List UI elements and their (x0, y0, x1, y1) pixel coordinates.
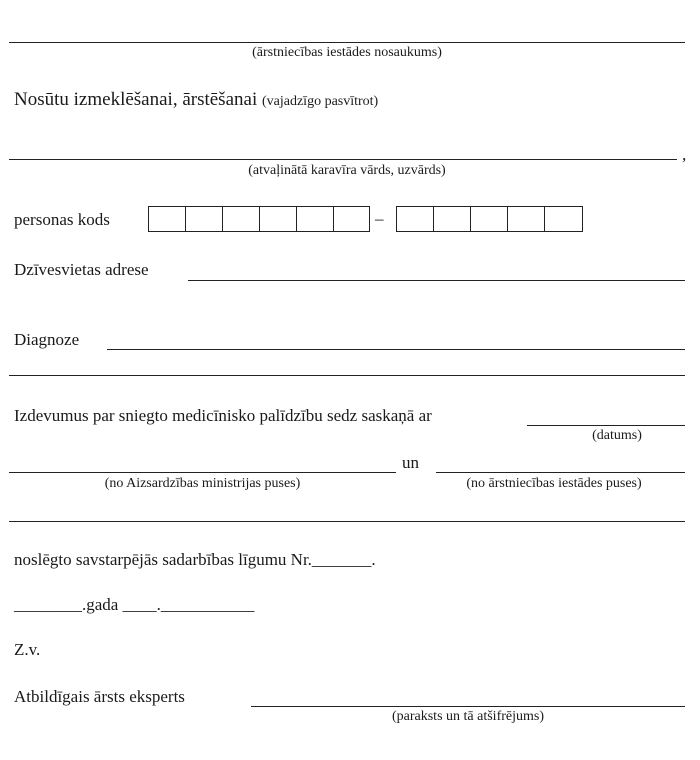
personal-code-group2 (396, 206, 583, 232)
personal-code-digit-2[interactable] (185, 206, 223, 232)
referral-text (14, 89, 378, 113)
separator-line (9, 521, 685, 522)
personal-code-digit-8[interactable] (433, 206, 471, 232)
referral-main: Nosūtu izmeklēšanai, ārstēšanai (14, 89, 258, 110)
personal-code-digit-11[interactable] (544, 206, 583, 232)
date-caption: (datums) (592, 428, 642, 443)
soldier-name-line[interactable] (9, 159, 677, 160)
personal-code-digit-9[interactable] (470, 206, 508, 232)
personal-code-group1 (148, 206, 370, 232)
ministry-line[interactable] (9, 472, 396, 473)
soldier-caption: (atvaļinātā karavīra vārds, uzvārds) (248, 163, 446, 178)
stamp-label: Z.v. (14, 640, 41, 659)
agreement-text: noslēgto savstarpējās sadarbības līgumu Nr._______. (14, 550, 376, 569)
signature-line[interactable] (251, 706, 685, 707)
diagnosis-line[interactable] (107, 349, 685, 350)
expert-label: Atbildīgais ārsts eksperts (14, 687, 185, 706)
and-word: un (402, 453, 419, 472)
address-label: Dzīvesvietas adrese (14, 260, 149, 279)
diagnosis-label: Diagnoze (14, 330, 80, 349)
personal-code-digit-7[interactable] (396, 206, 434, 232)
personal-code-label: personas kods (14, 210, 110, 229)
diagnosis-line-2[interactable] (9, 375, 685, 376)
expenses-text: Izdevumus par sniegto medicīnisko palīdzību sedz saskaņā ar (14, 406, 432, 425)
date-line[interactable] (527, 425, 685, 426)
referral-note: (vajadzīgo pasvītrot) (261, 94, 379, 109)
address-line[interactable] (188, 280, 685, 281)
personal-code-digit-3[interactable] (222, 206, 260, 232)
personal-code-digit-10[interactable] (507, 206, 545, 232)
institution-side-caption: (no ārstniecības iestādes puses) (466, 476, 642, 491)
year-line: ________.gada ____.___________ (14, 595, 255, 614)
personal-code-dash: – (375, 209, 384, 228)
personal-code-digit-1[interactable] (148, 206, 186, 232)
personal-code-digit-4[interactable] (259, 206, 297, 232)
comma: , (682, 145, 687, 164)
personal-code-digit-5[interactable] (296, 206, 334, 232)
signature-caption: (paraksts un tā atšifrējums) (391, 709, 544, 724)
institution-caption: (ārstniecības iestādes nosaukums) (252, 45, 442, 60)
institution-name-line[interactable] (9, 42, 685, 43)
institution-side-line[interactable] (436, 472, 685, 473)
personal-code-digit-6[interactable] (333, 206, 370, 232)
ministry-caption: (no Aizsardzības ministrijas puses) (104, 476, 301, 491)
